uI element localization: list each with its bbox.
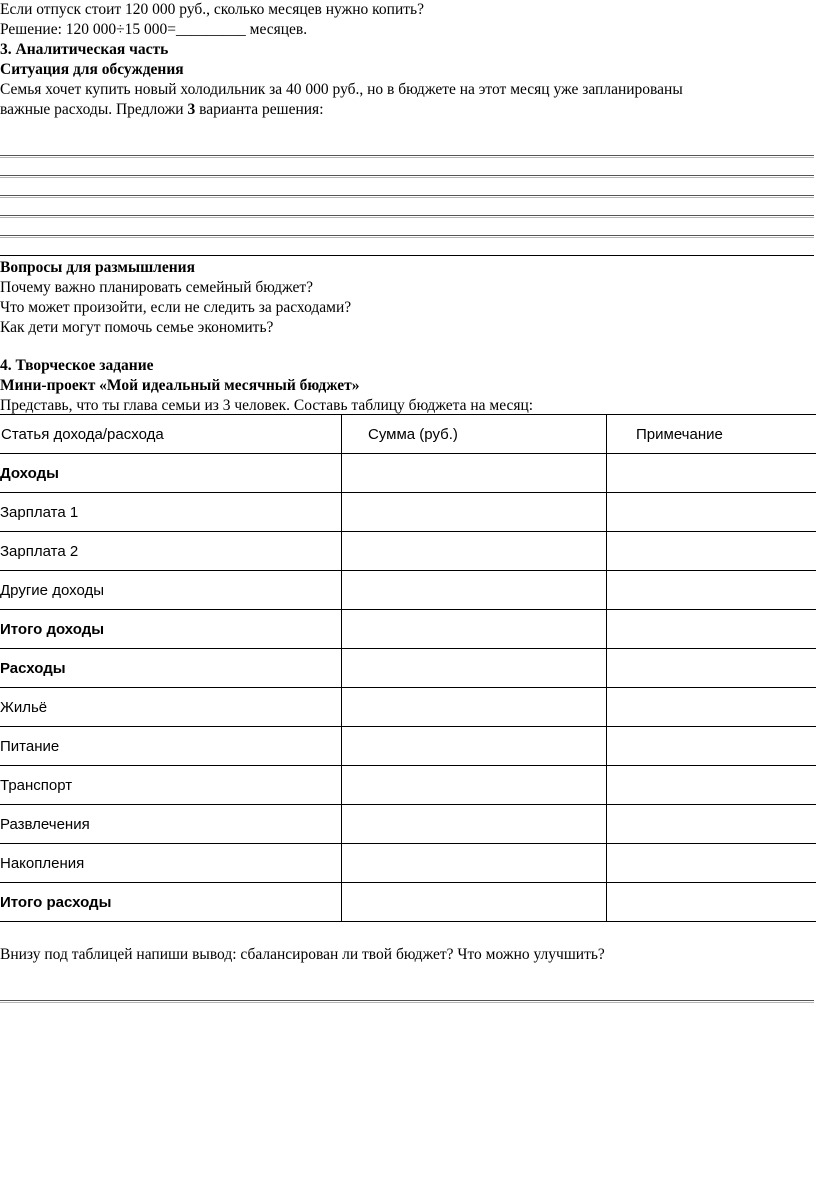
- reflection-heading: Вопросы для размышления: [0, 259, 195, 276]
- amount-cell[interactable]: [342, 610, 607, 649]
- table-row: [0, 493, 816, 532]
- variant-count: 3: [187, 101, 196, 118]
- conclusion-answer-line: [0, 1000, 814, 1003]
- table-header-row: [0, 415, 816, 454]
- note-cell[interactable]: [607, 766, 816, 805]
- table-row: [0, 844, 816, 883]
- row-label: Жильё: [0, 688, 342, 727]
- row-label: Транспорт: [0, 766, 342, 805]
- situation-text-line-2: [0, 100, 324, 120]
- row-label: Зарплата 1: [0, 493, 342, 532]
- answer-line-2: [0, 175, 814, 178]
- answer-line-5: [0, 235, 814, 238]
- note-cell[interactable]: [607, 688, 816, 727]
- amount-cell[interactable]: [342, 883, 607, 922]
- situation-text-line-1: Семья хочет купить новый холодильник за 40 000 руб., но в бюджете на этот месяц уже запланированы: [0, 81, 683, 98]
- vacation-question: Если отпуск стоит 120 000 руб., сколько месяцев нужно копить?: [0, 1, 424, 18]
- row-label: Развлечения: [0, 805, 342, 844]
- amount-cell[interactable]: [342, 844, 607, 883]
- note-cell[interactable]: [607, 649, 816, 688]
- note-cell[interactable]: [607, 610, 816, 649]
- row-label: Итого доходы: [0, 610, 342, 649]
- conclusion-prompt: Внизу под таблицей напиши вывод: сбалансирован ли твой бюджет? Что можно улучшить?: [0, 946, 605, 963]
- section-3-heading: 3. Аналитическая часть: [0, 41, 169, 58]
- header-note: Примечание: [607, 415, 816, 454]
- mini-project-title: Мини-проект «Мой идеальный месячный бюджет»: [0, 377, 360, 394]
- answer-line-1: [0, 155, 814, 158]
- table-row: [0, 532, 816, 571]
- table-row: [0, 766, 816, 805]
- reflection-question-2: Что может произойти, если не следить за расходами?: [0, 299, 352, 316]
- note-cell[interactable]: [607, 493, 816, 532]
- amount-cell[interactable]: [342, 766, 607, 805]
- row-label: Другие доходы: [0, 571, 342, 610]
- answer-line-3: [0, 195, 814, 198]
- amount-cell[interactable]: [342, 649, 607, 688]
- table-row: [0, 649, 816, 688]
- amount-cell[interactable]: [342, 805, 607, 844]
- table-row: [0, 883, 816, 922]
- situation-text-start: важные расходы. Предложи: [0, 101, 188, 118]
- amount-cell[interactable]: [342, 727, 607, 766]
- answer-line-6: [0, 255, 814, 256]
- note-cell[interactable]: [607, 454, 816, 493]
- table-row: [0, 454, 816, 493]
- note-cell[interactable]: [607, 883, 816, 922]
- situation-text-end: варианта решения:: [195, 101, 324, 118]
- note-cell[interactable]: [607, 532, 816, 571]
- table-row: [0, 805, 816, 844]
- section-4-heading: 4. Творческое задание: [0, 357, 154, 374]
- row-label: Итого расходы: [0, 883, 342, 922]
- answer-line-4: [0, 215, 814, 218]
- amount-cell[interactable]: [342, 688, 607, 727]
- note-cell[interactable]: [607, 805, 816, 844]
- budget-table: [0, 414, 816, 922]
- note-cell[interactable]: [607, 571, 816, 610]
- header-amount: Сумма (руб.): [342, 415, 607, 454]
- reflection-question-3: Как дети могут помочь семье экономить?: [0, 319, 274, 336]
- header-item: Статья дохода/расхода: [0, 415, 342, 454]
- solution-line: Решение: 120 000÷15 000=_________ месяцев.: [0, 21, 308, 38]
- amount-cell[interactable]: [342, 454, 607, 493]
- row-label: Питание: [0, 727, 342, 766]
- reflection-question-1: Почему важно планировать семейный бюджет?: [0, 279, 313, 296]
- amount-cell[interactable]: [342, 493, 607, 532]
- table-row: [0, 727, 816, 766]
- row-label: Доходы: [0, 454, 342, 493]
- note-cell[interactable]: [607, 844, 816, 883]
- note-cell[interactable]: [607, 727, 816, 766]
- table-row: [0, 688, 816, 727]
- table-row: [0, 610, 816, 649]
- row-label: Расходы: [0, 649, 342, 688]
- amount-cell[interactable]: [342, 571, 607, 610]
- mini-project-instruction: Представь, что ты глава семьи из 3 человек. Составь таблицу бюджета на месяц:: [0, 397, 534, 414]
- row-label: Зарплата 2: [0, 532, 342, 571]
- amount-cell[interactable]: [342, 532, 607, 571]
- discussion-subheading: Ситуация для обсуждения: [0, 61, 184, 78]
- table-row: [0, 571, 816, 610]
- row-label: Накопления: [0, 844, 342, 883]
